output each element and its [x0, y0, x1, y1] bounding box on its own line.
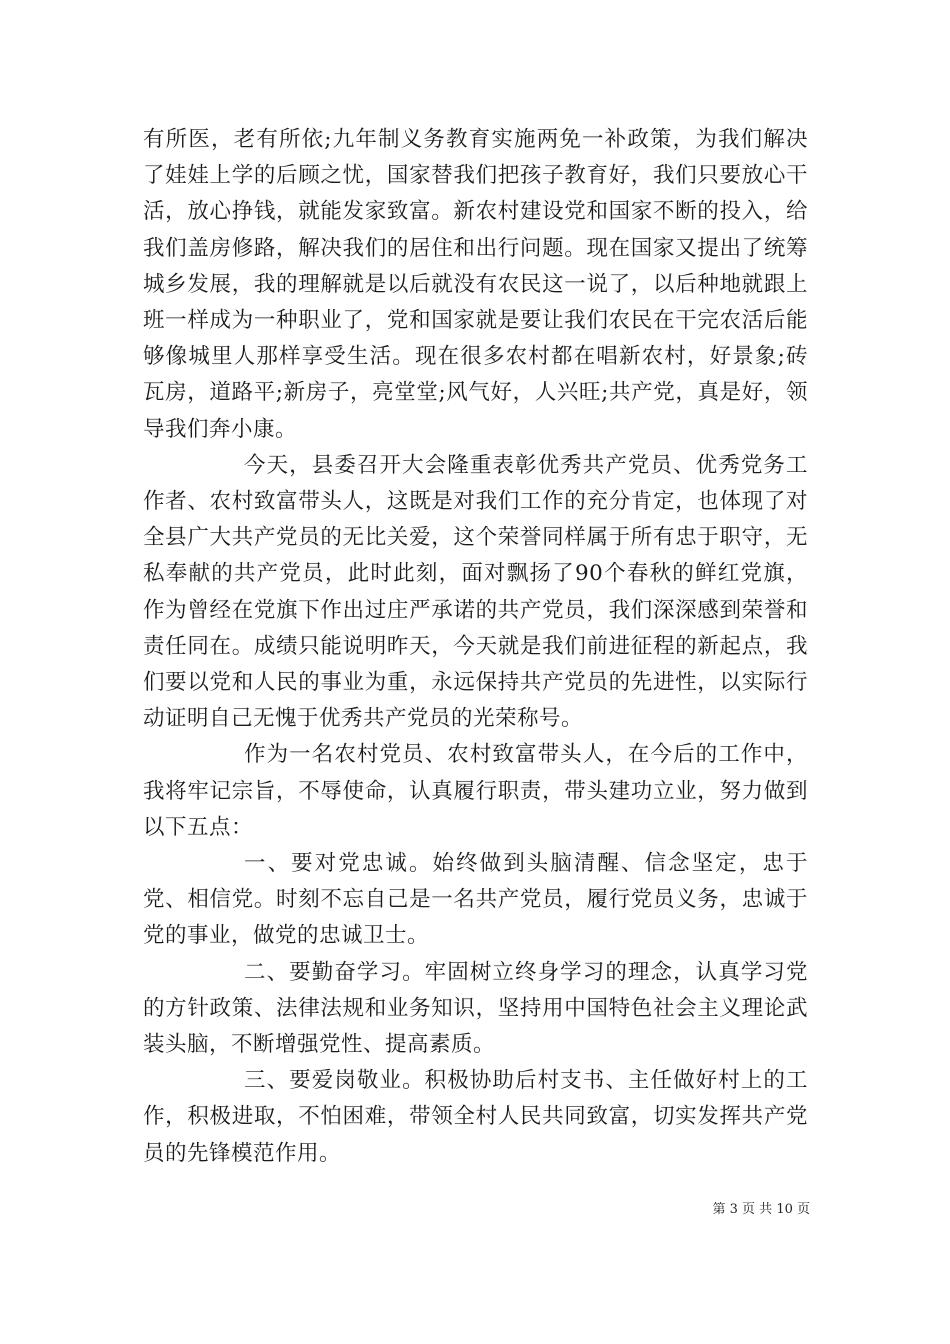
paragraph-point-two: 二、要勤奋学习。牢固树立终身学习的理念，认真学习党的方针政策、法律法规和业务知识，坚持用中国特色社会主义理论武装头脑，不断增强党性、提高素质。	[143, 959, 808, 1058]
paragraph-point-one: 一、要对党忠诚。始终做到头脑清醒、信念坚定，忠于党、相信党。时刻不忘自己是一名共产党员，履行党员义务，忠诚于党的事业，做党的忠诚卫士。	[143, 851, 808, 949]
paragraph-intro-five-points: 作为一名农村党员、农村致富带头人，在今后的工作中，我将牢记宗旨，不辱使命，认真履行职责，带头建功立业，努力做到以下五点：	[143, 742, 808, 840]
paragraph-point-three: 三、要爱岗敬业。积极协助后村支书、主任做好村上的工作，积极进取，不怕困难，带领全村人民共同致富，切实发挥共产党员的先锋模范作用。	[143, 1068, 808, 1166]
paragraph-continued: 有所医，老有所依;九年制义务教育实施两免一补政策，为我们解决了娃娃上学的后顾之忧，国家替我们把孩子教育好，我们只要放心干活，放心挣钱，就能发家致富。新农村建设党和国家不断的投入，给我们盖房修路，解决我们的居住和出行问题。现在国家又提出了统筹城乡发展，我的理解就是以后就没有农民这一说了，以后种地就跟上班一样成为一种职业了，党和国家就是要让我们农民在干完农活后能够像城里人那样享受生活。现在很多农村都在唱新农村，好景象;砖瓦房，道路平;新房子，亮堂堂;风气好，人兴旺;共产党，真是好，领导我们奔小康。	[143, 127, 808, 442]
document-body	[143, 122, 808, 1172]
paragraph-commendation: 今天，县委召开大会隆重表彰优秀共产党员、优秀党务工作者、农村致富带头人，这既是对我们工作的充分肯定，也体现了对全县广大共产党员的无比关爱，这个荣誉同样属于所有忠于职守，无私奉献的共产党员，此时此刻，面对飘扬了90个春秋的鲜红党旗，作为曾经在党旗下作出过庄严承诺的共产党员，我们深深感到荣誉和责任同在。成绩只能说明昨天，今天就是我们前进征程的新起点，我们要以党和人民的事业为重，永远保持共产党员的先进性，以实际行动证明自己无愧于优秀共产党员的光荣称号。	[143, 452, 808, 732]
page-number-footer: 第 3 页 共 10 页	[712, 1202, 810, 1217]
